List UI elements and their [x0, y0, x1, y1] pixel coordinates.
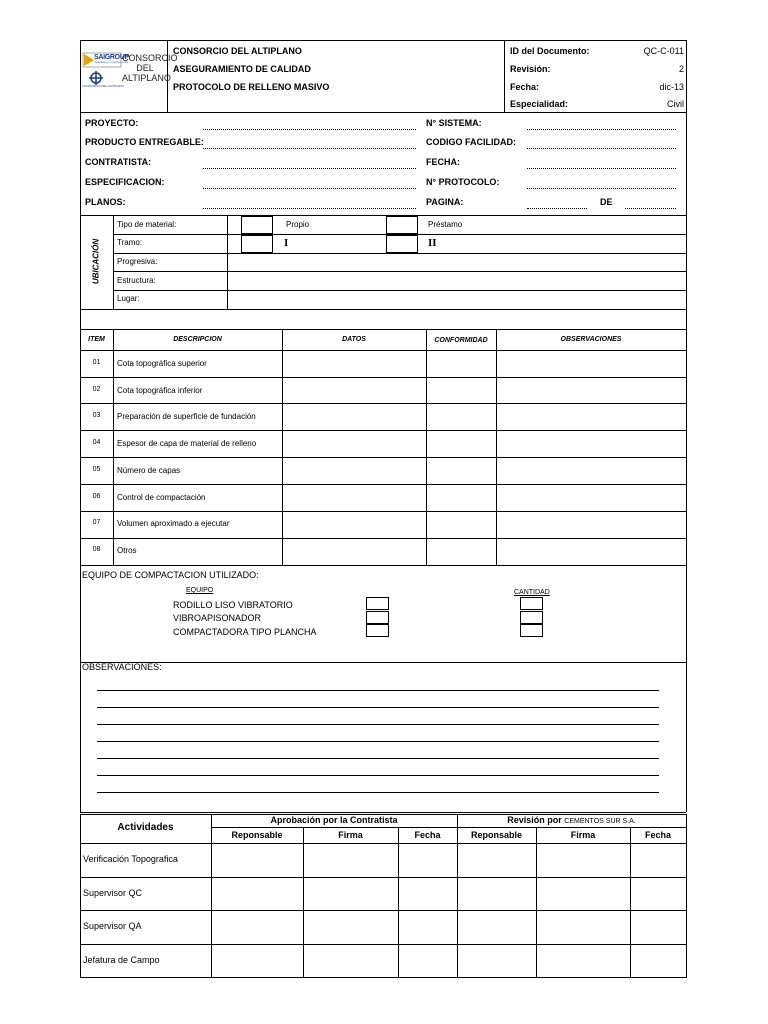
field-line-fecha[interactable] [527, 168, 676, 169]
field-label-pagina: PAGINA: [426, 197, 464, 207]
field-line-de[interactable] [625, 208, 676, 209]
field-label-contratista: CONTRATISTA: [85, 157, 152, 167]
field-label-especificacion: ESPECIFICACION: [85, 177, 165, 187]
field-line-planos[interactable] [203, 208, 416, 209]
observation-line[interactable] [97, 741, 659, 742]
item-number: 07 [92, 519, 101, 526]
equipo-checkbox[interactable] [366, 624, 389, 637]
logo-partner-line3: ALTIPLANO [122, 73, 171, 83]
activity-label: Jefatura de Campo [83, 955, 160, 965]
equipo-item-label: VIBROAPISONADOR [173, 613, 262, 623]
propio-checkbox[interactable] [241, 216, 273, 234]
ubicacion-side-label: UBICACIÓN [91, 238, 101, 285]
ubicacion-row-label: Estructura: [117, 276, 156, 285]
activity-label: Verificación Topografica [83, 854, 178, 864]
item-description: Espesor de capa de material de relleno [117, 439, 257, 448]
contratista-group-header: Aprobación por la Contratista [270, 815, 398, 825]
meta-value: QC-C-011 [643, 46, 684, 56]
item-description: Otros [117, 546, 137, 555]
meta-label: Fecha: [510, 82, 540, 92]
logo-brand-text: SAIGROUP [94, 54, 129, 61]
equipo-checkbox[interactable] [366, 597, 389, 610]
field-line-producto[interactable] [203, 148, 416, 149]
field-label-sistema: N° SISTEMA: [426, 118, 482, 128]
logo-brand-subtext: INGENIEROS & CONSTRUCTORES [95, 62, 129, 64]
prestamo-checkbox[interactable] [386, 216, 418, 234]
meta-value: 2 [678, 64, 684, 74]
col-header-responsable: Reponsable [231, 830, 283, 840]
item-description: Preparación de superficie de fundación [117, 412, 256, 421]
header-line-1: CONSORCIO DEL ALTIPLANO [173, 46, 302, 56]
observaciones-title: OBSERVACIONES: [82, 662, 162, 672]
col-header-conformidad: CONFORMIDAD [434, 337, 488, 344]
observation-line[interactable] [97, 775, 659, 776]
col-header-item: ITEM [88, 336, 105, 343]
field-label-planos: PLANOS: [85, 197, 126, 207]
item-number: 05 [92, 466, 101, 473]
observation-line[interactable] [97, 724, 659, 725]
meta-value: dic-13 [659, 82, 684, 92]
field-line-especificacion[interactable] [203, 188, 416, 189]
revision-prefix: Revisión por [507, 815, 562, 825]
cantidad-input[interactable] [520, 597, 543, 610]
item-number: 01 [92, 359, 101, 366]
item-description: Cota topográfica superior [117, 359, 207, 368]
col-header-responsable: Reponsable [470, 830, 522, 840]
col-header-datos: DATOS [342, 336, 366, 343]
header-line-3: PROTOCOLO DE RELLENO MASIVO [173, 82, 330, 92]
field-line-protocolo[interactable] [527, 188, 676, 189]
item-number: 08 [92, 546, 101, 553]
cantidad-input[interactable] [520, 611, 543, 624]
item-number: 02 [92, 386, 101, 393]
field-label-proyecto: PROYECTO: [85, 118, 139, 128]
field-label-protocolo: N° PROTOCOLO: [426, 177, 500, 187]
meta-value: Civil [667, 99, 684, 109]
col-header-firma: Firma [570, 830, 596, 840]
activity-label: Supervisor QA [83, 921, 142, 931]
header-line-2: ASEGURAMIENTO DE CALIDAD [173, 64, 311, 74]
field-label-de: DE [600, 197, 613, 207]
item-number: 06 [92, 493, 101, 500]
ubicacion-row-label: Tramo: [117, 238, 143, 247]
cantidad-input[interactable] [520, 624, 543, 637]
logo-partner-block [122, 53, 178, 83]
col-header-firma: Firma [338, 830, 363, 840]
tramo-ii-label: II [428, 237, 437, 249]
observation-line[interactable] [97, 758, 659, 759]
field-line-proyecto[interactable] [203, 129, 416, 130]
meta-label: ID del Documento: [510, 46, 590, 56]
revision-company: CEMENTOS SUR S.A. [564, 818, 636, 825]
equipo-title: EQUIPO DE COMPACTACION UTILIZADO: [82, 570, 259, 580]
field-label-fecha: FECHA: [426, 157, 460, 167]
item-number: 04 [92, 439, 101, 446]
equipo-item-label: RODILLO LISO VIBRATORIO [173, 600, 293, 610]
observation-line[interactable] [97, 707, 659, 708]
field-label-codigo: CODIGO FACILIDAD: [426, 137, 516, 147]
item-description: Cota topográfica inferior [117, 386, 203, 395]
item-description: Número de capas [117, 466, 181, 475]
field-line-sistema[interactable] [527, 129, 676, 130]
field-line-contratista[interactable] [203, 168, 416, 169]
revision-group-header [457, 815, 686, 825]
ubicacion-row-label: Lugar: [117, 294, 140, 303]
item-description: Volumen aproximado a ejecutar [117, 519, 230, 528]
observation-line[interactable] [97, 690, 659, 691]
col-header-observaciones: OBSERVACIONES [560, 336, 622, 343]
ubicacion-row-label: Tipo de material: [117, 220, 177, 229]
logo-partner-line2: DEL [136, 63, 154, 73]
cantidad-column-header: CANTIDAD [514, 589, 550, 596]
field-line-pagina[interactable] [527, 208, 587, 209]
field-label-producto: PRODUCTO ENTREGABLE: [85, 137, 204, 147]
meta-label: Especialidad: [510, 99, 569, 109]
col-header-fecha: Fecha [644, 830, 671, 840]
propio-label: Propio [286, 220, 310, 229]
tramo-i-checkbox[interactable] [241, 235, 273, 253]
field-line-codigo[interactable] [527, 148, 676, 149]
logo-partner-name: CONSORCIO DEL ALTIPLANO [82, 84, 125, 88]
item-number: 03 [92, 412, 101, 419]
item-description: Control de compactación [117, 493, 206, 502]
ubicacion-row-label: Progresiva: [117, 257, 158, 266]
col-header-descripcion: DESCRIPCION [173, 336, 222, 343]
prestamo-label: Préstamo [428, 220, 463, 229]
logo-partner-line1: CONSORCIO [122, 53, 178, 63]
equipo-column-header: EQUIPO [186, 587, 214, 594]
tramo-ii-checkbox[interactable] [386, 235, 418, 253]
equipo-item-label: COMPACTADORA TIPO PLANCHA [173, 627, 317, 637]
actividades-header: Actividades [117, 822, 174, 833]
activity-label: Supervisor QC [83, 888, 143, 898]
equipo-checkbox[interactable] [366, 611, 389, 624]
meta-label: Revisión: [510, 64, 551, 74]
col-header-fecha: Fecha [414, 830, 441, 840]
observation-line[interactable] [97, 792, 659, 793]
tramo-i-label: I [284, 237, 289, 249]
